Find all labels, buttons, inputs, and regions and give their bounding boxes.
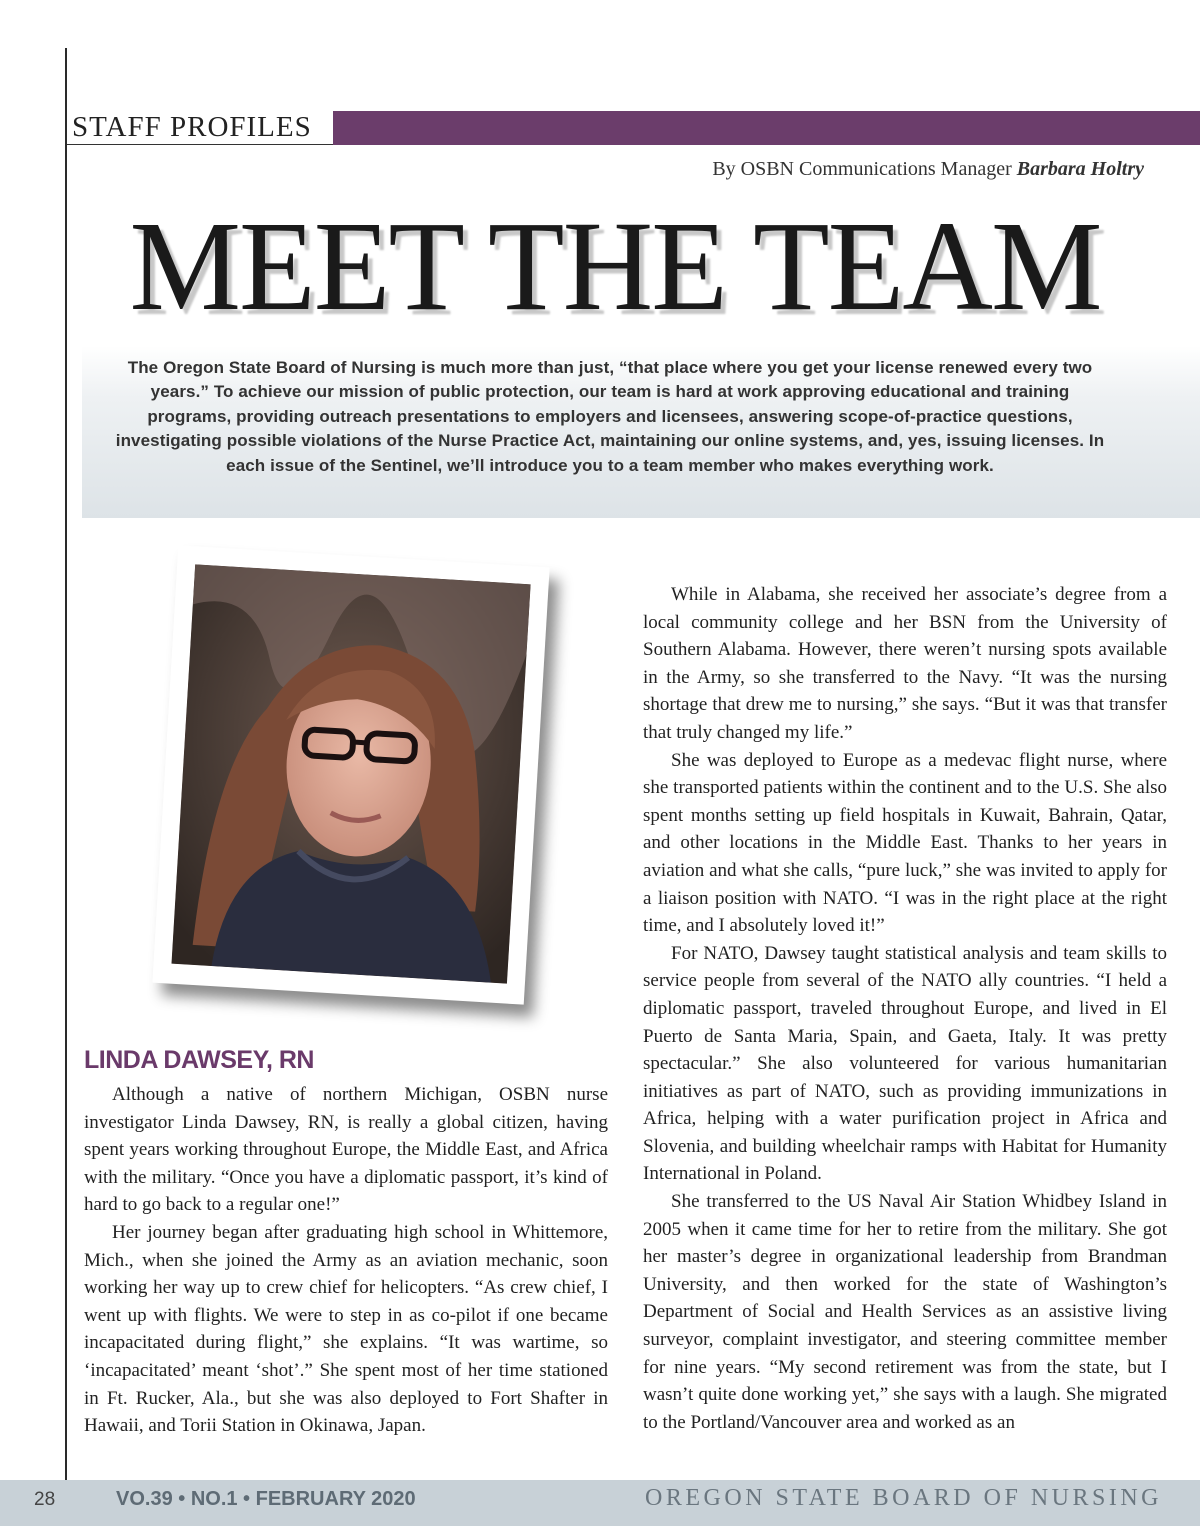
- article-column-left: [84, 1081, 608, 1440]
- article-paragraph: For NATO, Dawsey taught statistical analysis and team skills to service people from several of the NATO ally countries. “I held a diplomatic passport, traveled throughout Europe, and lived in El Puerto de Santa Maria, Spain, and Gaeta, Italy. It was pretty spectacular.” She also volunteered for various humanitarian initiatives as part of NATO, such as providing immunizations in Africa, helping with a water purification project in Africa and Slovenia, and building wheelchair ramps with Habitat for Humanity International in Poland.: [643, 942, 1167, 1185]
- profile-photo: [171, 564, 530, 983]
- intro-text: The Oregon State Board of Nursing is much more than just, “that place where you get your license renewed every two years.” To achieve our mission of public protection, our team is hard at work approving educational and training programs, providing outreach presentations to employers and licensees, answering scope-of-practice questions, investigating possible violations of the Nurse Practice Act, maintaining our online systems, and, yes, issuing licenses. In each issue of the Sentinel, we’ll introduce you to a team member who makes everything work.: [115, 358, 1105, 475]
- portrait-illustration: [171, 564, 530, 983]
- section-label: STAFF PROFILES: [72, 111, 312, 143]
- profile-photo-frame: [152, 545, 549, 1004]
- article-column-right: [643, 581, 1167, 1436]
- page-title: MEET THE TEAM: [129, 195, 1101, 337]
- article-paragraph: She transferred to the US Naval Air Station Whidbey Island in 2005 when it came time for her to retire from the military. She got her master’s degree in organizational leadership from Brandman University, and then worked for the state of Washington’s Department of Social and Health Services as an assistive living surveyor, complaint investigator, and steering committee member for nine years. “My second retirement was from the state, but I wasn’t quite done working yet,” she says with a laugh. She migrated to the Portland/Vancouver area and worked as an: [643, 1191, 1167, 1433]
- byline: [712, 158, 1144, 181]
- article-paragraph: While in Alabama, she received her associate’s degree from a local community college and her BSN from the University of Southern Alabama. However, there weren’t nursing spots available in the Army, so she transferred to the Navy. “It was the nursing shortage that drew me to nursing,” she says. “But it was that transfer that truly changed my life.”: [643, 584, 1167, 743]
- section-accent-bar: [333, 111, 1200, 145]
- article-paragraph: She was deployed to Europe as a medevac flight nurse, where she transported patients within the continent and to the U.S. She also spent months setting up field hospitals in Kuwait, Bahrain, Qatar, and other locations in the Middle East. Thanks to her years in aviation and what she calls, “pure luck,” she was invited to apply for a liaison position with NATO. “I was in the right place at the right time, and I absolutely loved it!”: [643, 749, 1167, 937]
- organization-name: OREGON STATE BOARD OF NURSING: [645, 1485, 1162, 1511]
- profile-name: LINDA DAWSEY, RN: [84, 1046, 314, 1074]
- byline-prefix: By OSBN Communications Manager: [712, 158, 1012, 180]
- article-paragraph: Although a native of northern Michigan, OSBN nurse investigator Linda Dawsey, RN, is really a global citizen, having spent years working throughout Europe, the Middle East, and Africa with the military. “Once you have a diplomatic passport, it’s kind of hard to go back to a regular one!”: [84, 1084, 608, 1216]
- article-paragraph: Her journey began after graduating high school in Whittemore, Mich., when she joined the Army as an aviation mechanic, soon working her way up to crew chief for helicopters. “As crew chief, I went up with flights. We were to step in as co-pilot if one became incapacitated during flight,” she explains. “It was wartime, so ‘incapacitated’ meant ‘shot’.” She spent most of her time stationed in Ft. Rucker, Ala., but she was also deployed to Fort Shafter in Hawaii, and Torii Station in Okinawa, Japan.: [84, 1221, 608, 1437]
- section-label-underline: [67, 144, 333, 145]
- byline-author: Barbara Holtry: [1016, 158, 1144, 180]
- issue-info: VO.39 • NO.1 • FEBRUARY 2020: [116, 1488, 416, 1510]
- page-number: 28: [34, 1489, 56, 1510]
